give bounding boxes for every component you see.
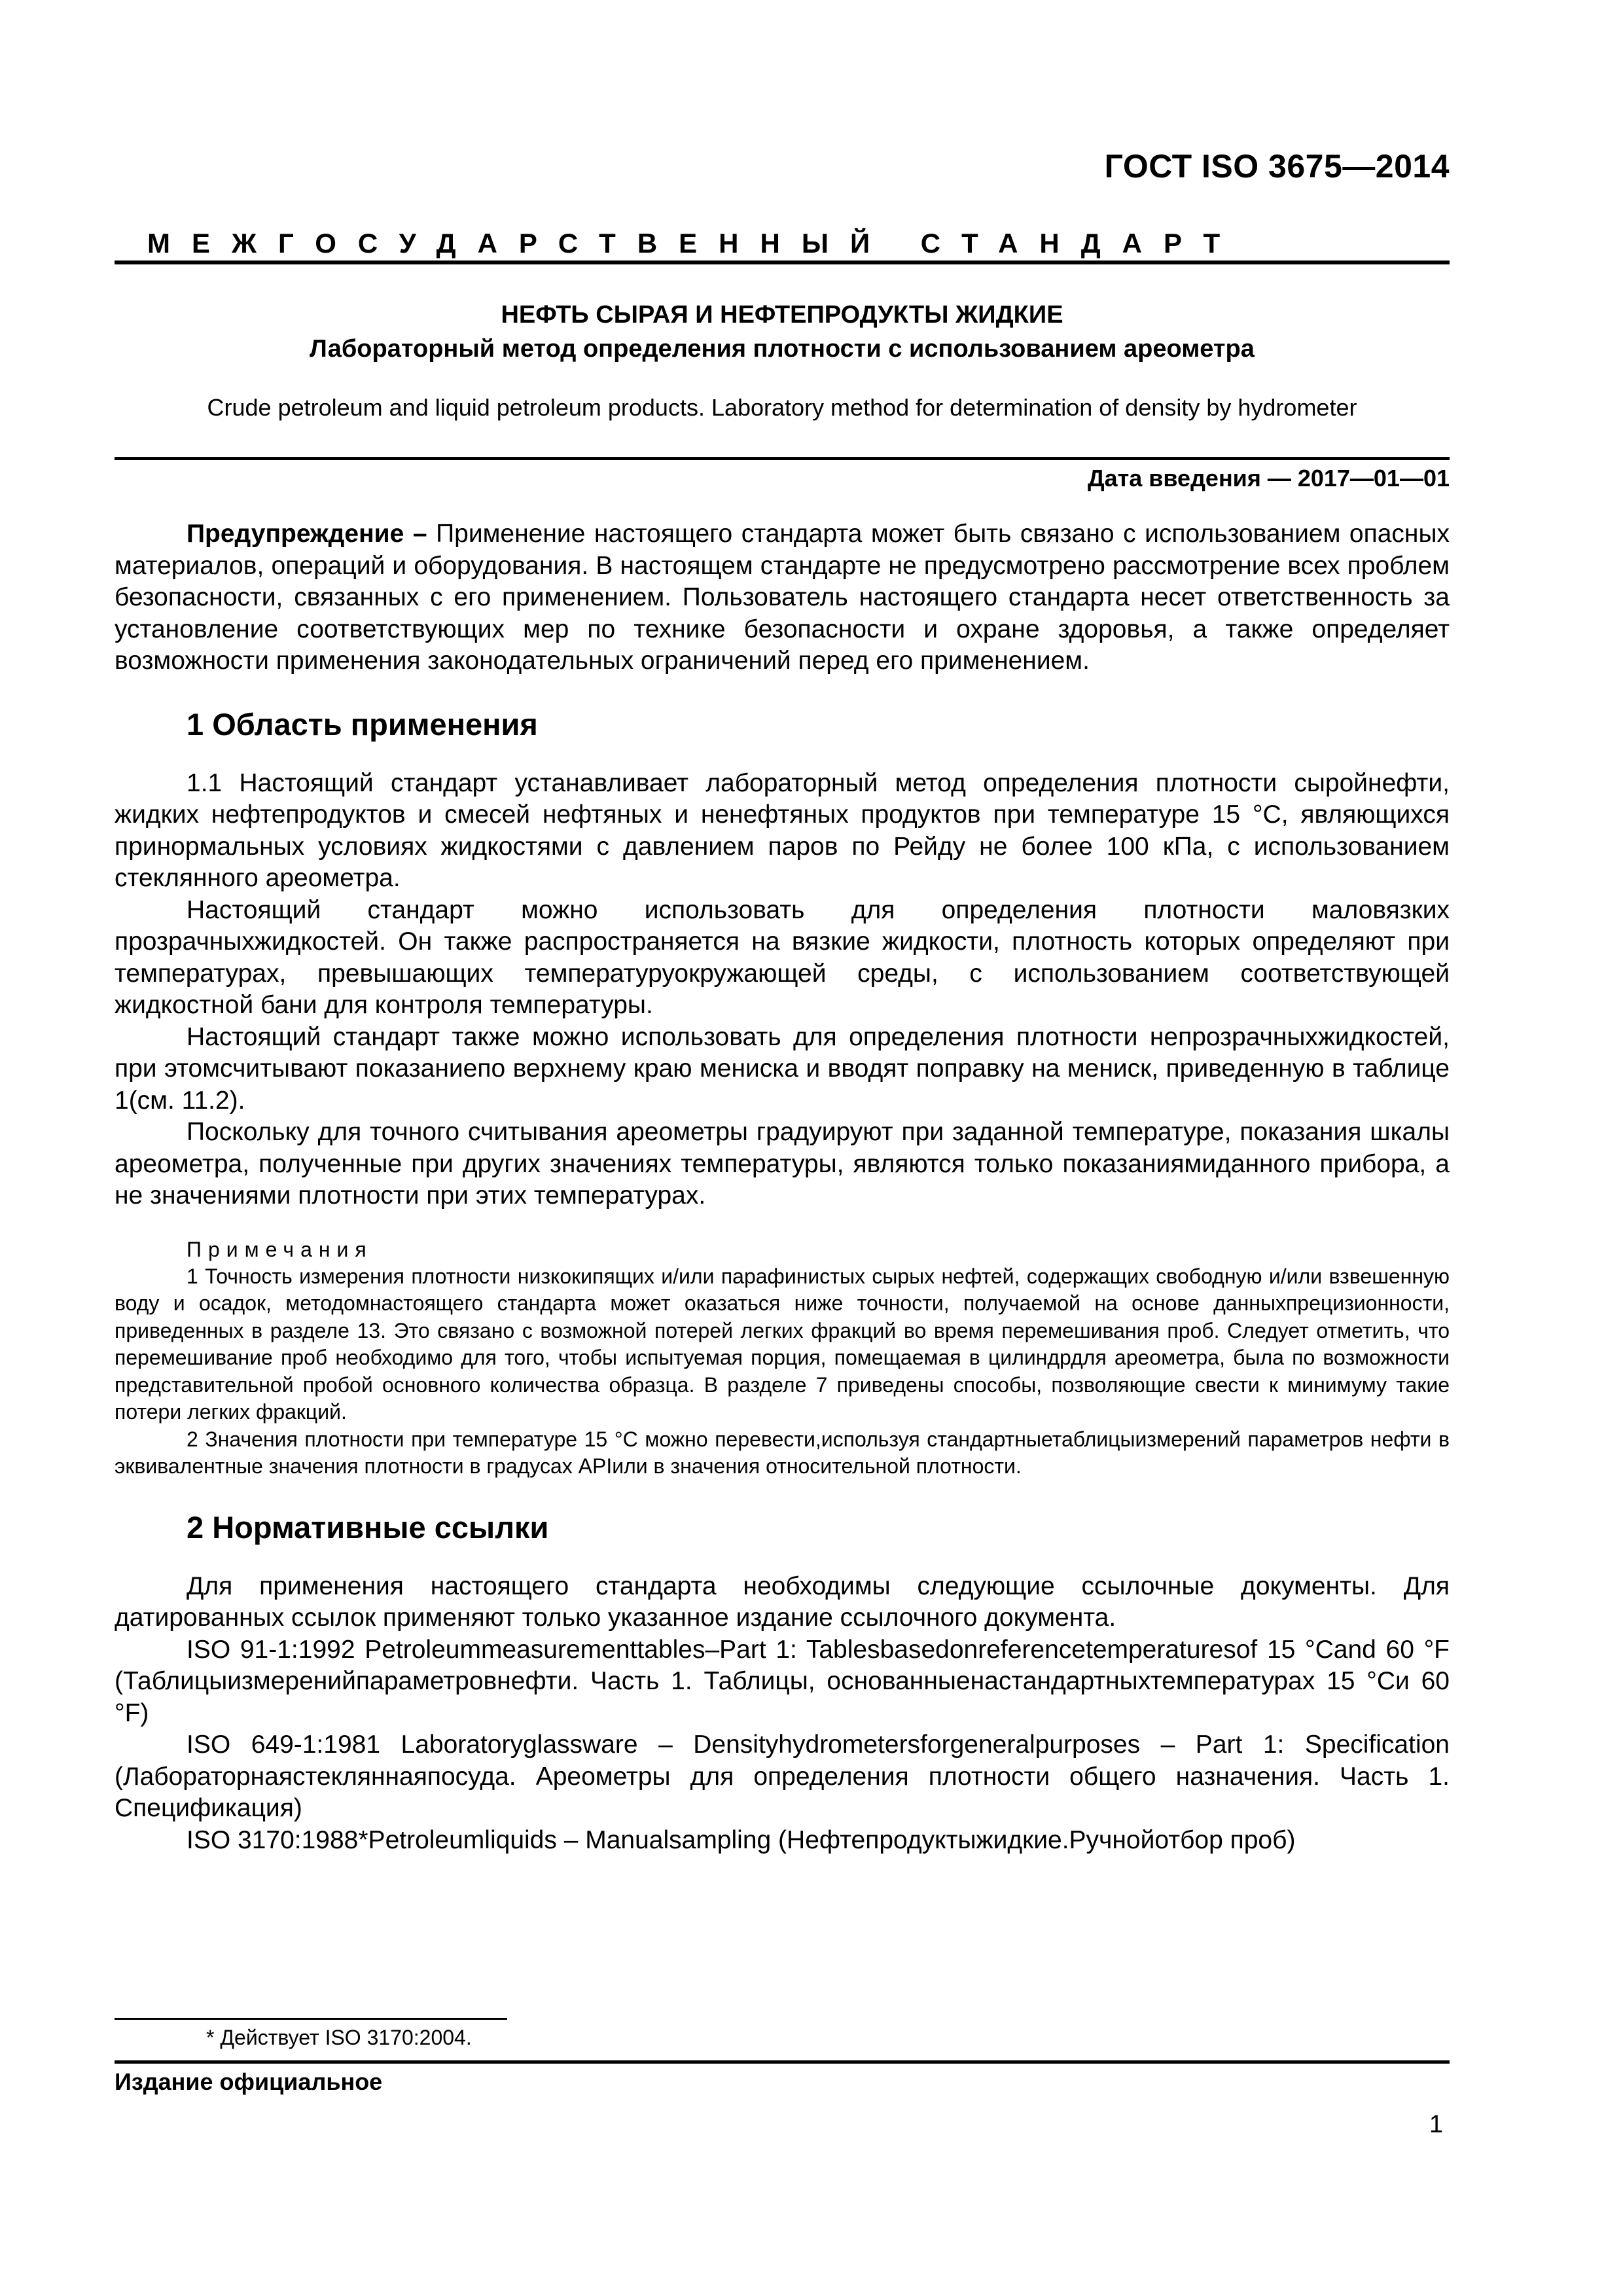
section-1-paragraph: Поскольку для точного считывания ареометры градуируют при заданной температуре, показания шкалы ареометра, полученные при других значениях температуры, являются только показаниямиданного прибора, а не значениями плотности при этих температурах. — [115, 1118, 1450, 1210]
document-body — [115, 518, 1450, 1856]
section-1-paragraph: 1.1 Настоящий стандарт устанавливает лабораторный метод определения плотности сыройнефти, жидких нефтепродуктов и смесей нефтяных и ненефтяных продуктов при температуре 15 °С, являющихся принормальных условиях жидкостями с давлением паров по Рейду не более 100 кПа, с использованием стеклянного ареометра. — [115, 768, 1450, 892]
interstate-standard-label: МЕЖГОСУДАРСТВЕННЫЙ СТАНДАРТ — [147, 228, 1242, 259]
notes-heading: Примечания — [187, 1237, 373, 1261]
document-subtitle: Лабораторный метод определения плотности с использованием ареометра — [310, 335, 1255, 363]
normative-reference: ISO 649-1:1981 Laboratoryglassware – Densityhydrometersforgeneralpurposes – Part 1: Specification (Лабораторнаястекляннаяпосуда. Ареометры для определения плотности общего назначения. Часть 1. Спецификация) — [115, 1731, 1450, 1822]
english-title: Crude petroleum and liquid petroleum products. Laboratory method for determination of density by hydrometer — [207, 394, 1357, 421]
normative-reference: ISO 3170:1988*Petroleumliquids – Manualsampling (Нефтепродуктыжидкие.Ручнойотбор проб) — [187, 1825, 1296, 1854]
standard-code: ГОСТ ISO 3675—2014 — [1104, 148, 1450, 185]
normative-reference: ISO 91-1:1992 Petroleummeasurementtables–Part 1: Tablesbasedonreferencetemperaturesof 15 °Cand 60 °F (Таблицыизмеренийпараметровнефти. Часть 1. Таблицы, основанныенастандартныхтемпературах 15 °Cи 60 °F) — [115, 1635, 1450, 1727]
bottom-divider — [115, 2060, 1450, 2064]
footnote: * Действует ISO 3170:2004. — [206, 2026, 472, 2049]
section-1-paragraph: Настоящий стандарт можно использовать для определения плотности маловязких прозрачныхжидкостей. Он также распространяется на вязкие жидкости, плотность которых определяют при температурах, превышающих температуруокружающей среды, с использованием соответствующей жидкостной бани для контроля температуры. — [115, 895, 1450, 1019]
title-divider — [115, 457, 1450, 460]
footnote-divider — [115, 2018, 507, 2020]
section-1-paragraph: Настоящий стандарт также можно использовать для определения плотности непрозрачныхжидкостей, при этомсчитывают показаниепо верхнему краю мениска и вводят поправку на мениск, приведенную в таблице 1(см. 11.2). — [115, 1022, 1450, 1115]
title-block — [115, 298, 1450, 423]
note-item: 1 Точность измерения плотности низкокипящих и/или парафинистых сырых нефтей, содержащих свободную и/или взвешенную воду и осадок, методомнастоящего стандарта может оказаться ниже точности, получаемой на основе данныхпрецизионности, приведенных в разделе 13. Это связано с возможной потерей легких фракций во время перемешивания проб. Следует отметить, что перемешивание проб необходимо для того, чтобы испытуемая порция, помещаемая в цилиндрдля ареометра, была по возможности представительной пробой основного количества образца. В разделе 7 приведены способы, позволяющие свести к минимуму такие потери легких фракций. — [115, 1264, 1450, 1424]
document-title: НЕФТЬ СЫРАЯ И НЕФТЕПРОДУКТЫ ЖИДКИЕ — [501, 301, 1063, 329]
warning-text: Применение настоящего стандарта может быть связано с использованием опасных материалов, операций и оборудования. В настоящем стандарте не предусмотрено рассмотрение всех проблем безопасности, связанных с его применением. Пользователь настоящего стандарта несет ответственность за установление соответствующих мер по технике безопасности и охране здоровья, а также определяет возможности применения законодательных ограничений перед его применением. — [115, 520, 1450, 675]
section-2-heading: 2 Нормативные ссылки — [187, 1509, 549, 1545]
section-2-paragraph: Для применения настоящего стандарта необходимы следующие ссылочные документы. Для датированных ссылок применяют только указанное издание ссылочного документа. — [115, 1571, 1450, 1632]
edition-label: Издание официальное — [115, 2068, 383, 2095]
top-divider — [115, 260, 1450, 264]
introduction-date: Дата введения — 2017—01—01 — [1087, 465, 1450, 492]
note-item: 2 Значения плотности при температуре 15 °С можно перевести,используя стандартныетаблицыизмерений параметров нефти в эквивалентные значения плотности в градусах APIили в значения относительной плотности. — [115, 1427, 1450, 1478]
warning-paragraph — [115, 518, 1450, 677]
section-1-heading: 1 Область применения — [187, 706, 538, 742]
notes-block — [115, 1236, 1450, 1480]
warning-lead: Предупреждение – — [187, 520, 427, 548]
document-page — [115, 0, 1450, 2296]
page-number: 1 — [1429, 2111, 1443, 2138]
